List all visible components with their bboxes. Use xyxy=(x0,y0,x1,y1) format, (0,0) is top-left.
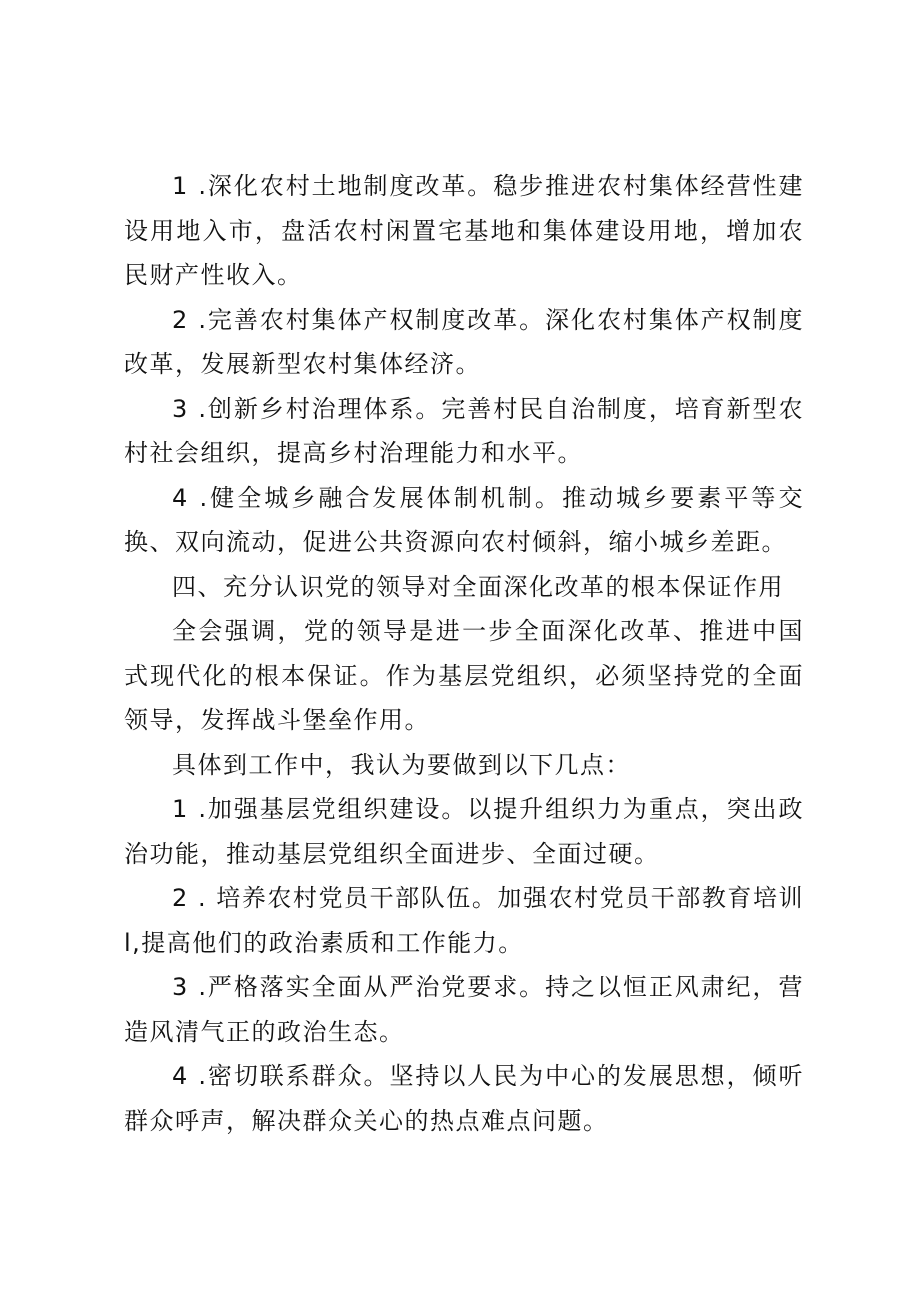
document-body xyxy=(124,164,804,1143)
section-heading-party-leadership: 四、充分认识党的领导对全面深化改革的根本保证作用 xyxy=(172,572,784,601)
paragraph-work-intro: 具体到工作中，我认为要做到以下几点： xyxy=(172,750,631,779)
paragraph-strict-governance: 3 .严格落实全面从严治党要求。持之以恒正风肃纪，营造风清气正的政治生态。 xyxy=(124,973,804,1046)
paragraph-mass-contact: 4 .密切联系群众。坚持以人民为中心的发展思想，倾听群众呼声，解决群众关心的热点难点问题。 xyxy=(124,1062,804,1135)
paragraph-plenary-emphasis: 全会强调，党的领导是进一步全面深化改革、推进中国式现代化的根本保证。作为基层党组织，必须坚持党的全面领导，发挥战斗堡垒作用。 xyxy=(124,617,804,734)
paragraph-property-rights: 2 .完善农村集体产权制度改革。深化农村集体产权制度改革，发展新型农村集体经济。 xyxy=(124,305,804,378)
paragraph-land-reform: 1 .深化农村土地制度改革。稳步推进农村集体经营性建设用地入市，盘活农村闲置宅基地和集体建设用地，增加农民财产性收入。 xyxy=(124,172,804,289)
paragraph-cadre-training: 2 . 培养农村党员干部队伍。加强农村党员干部教育培训l,提高他们的政治素质和工作能力。 xyxy=(124,884,804,957)
paragraph-rural-governance: 3 .创新乡村治理体系。完善村民自治制度，培育新型农村社会组织，提高乡村治理能力和水平。 xyxy=(124,394,804,467)
paragraph-urban-rural-integration: 4 .健全城乡融合发展体制机制。推动城乡要素平等交换、双向流动，促进公共资源向农村倾斜，缩小城乡差距。 xyxy=(124,483,804,556)
paragraph-grassroots-building: 1 .加强基层党组织建设。以提升组织力为重点，突出政治功能，推动基层党组织全面进步、全面过硬。 xyxy=(124,795,804,868)
